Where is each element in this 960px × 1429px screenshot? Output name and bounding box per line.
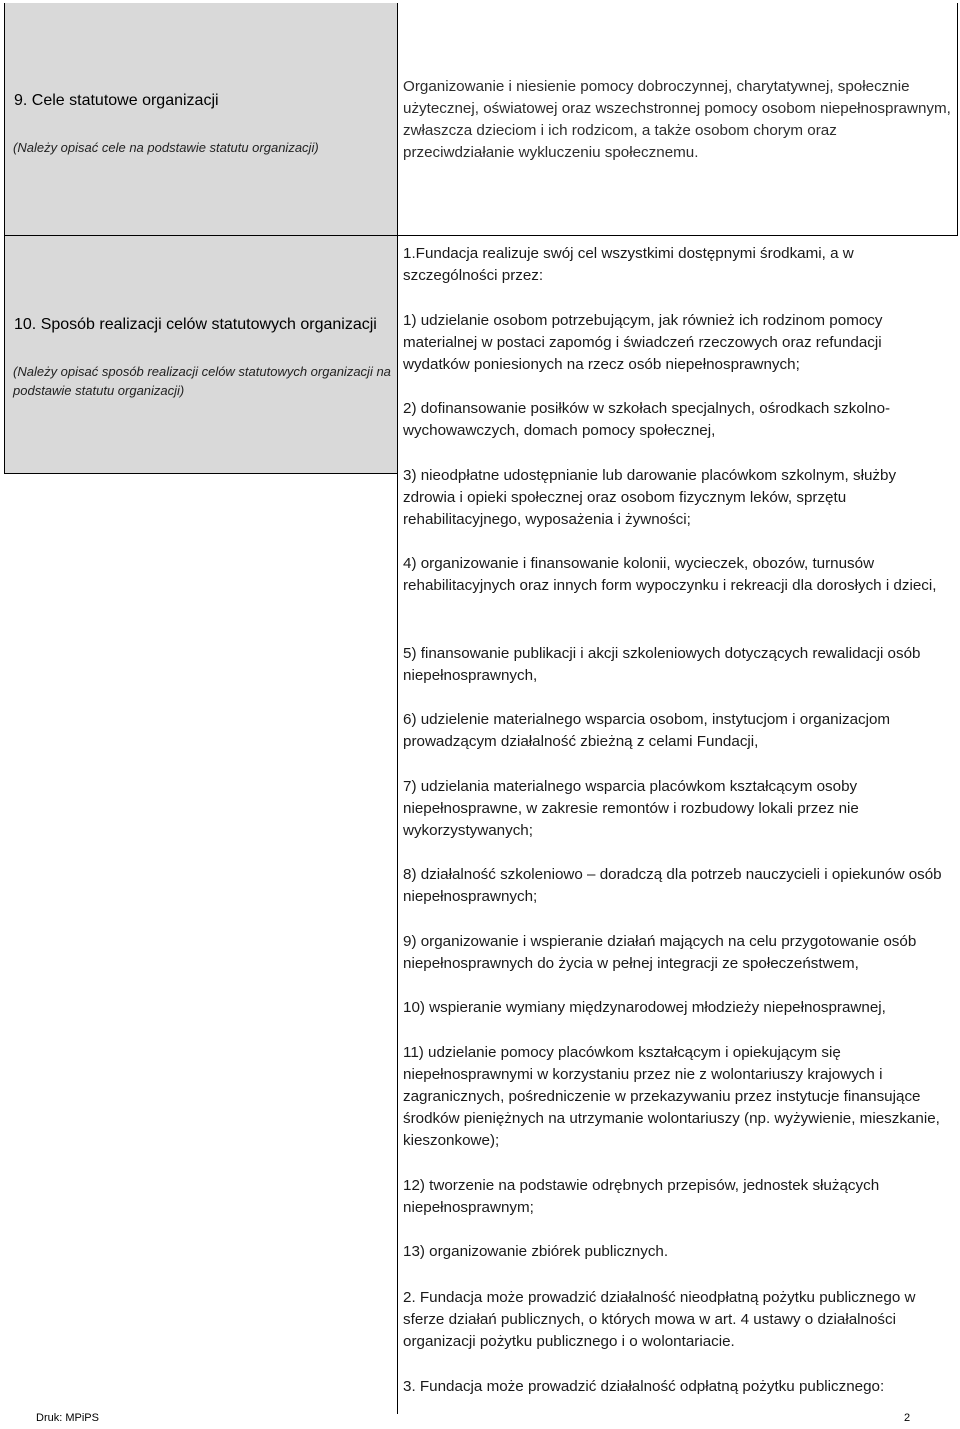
- section9-note: (Należy opisać cele na podstawie statutu organizacji): [13, 140, 319, 155]
- section10-point3: 3. Fundacja może prowadzić działalność odpłatną pożytku publicznego:: [403, 1378, 885, 1395]
- section9-label-cell: [4, 3, 398, 235]
- list-item: 1) udzielanie osobom potrzebującym, jak również ich rodzinom pomocy materialnej w postaci zapomóg i świadczeń rzeczowych oraz refundacji wydatków poniesionych na rzecz osób niepełnosprawnych;: [403, 312, 883, 373]
- list-item: 3) nieodpłatne udostępnianie lub darowanie placówkom szkolnym, służby zdrowia i opieki społecznej oraz osobom fizycznym leków, sprzętu rehabilitacyjnego, wyposażenia i żywności;: [403, 467, 897, 528]
- section10-note: (Należy opisać sposób realizacji celów statutowych organizacji na podstawie statutu organizacji): [13, 364, 391, 398]
- column-divider: [397, 474, 398, 1414]
- section10-label-cell: [4, 236, 398, 474]
- section9-content: Organizowanie i niesienie pomocy dobroczynnej, charytatywnej, społecznie użytecznej, oświatowej oraz wszechstronnej pomocy osobom niepełnosprawnym, zwłaszcza dzieciom i ich rodzicom, a także osobom chorym oraz przeciwdziałanie wykluczeniu społecznemu.: [403, 78, 951, 161]
- section10-title: 10. Sposób realizacji celów statutowych organizacji: [14, 316, 377, 333]
- list-item: 12) tworzenie na podstawie odrębnych przepisów, jednostek służących niepełnosprawnym;: [403, 1177, 880, 1216]
- section10-intro: 1.Fundacja realizuje swój cel wszystkimi dostępnymi środkami, a w szczególności przez:: [403, 245, 854, 284]
- section9-title: 9. Cele statutowe organizacji: [14, 92, 219, 109]
- list-item: 2) dofinansowanie posiłków w szkołach specjalnych, ośrodkach szkolno-wychowawczych, domach pomocy społecznej,: [403, 400, 891, 439]
- list-item: 9) organizowanie i wspieranie działań mających na celu przygotowanie osób niepełnosprawnych do życia w pełnej integracji ze społeczeństwem,: [403, 933, 917, 972]
- list-item: 8) działalność szkoleniowo – doradczą dla potrzeb nauczycieli i opiekunów osób niepełnosprawnych;: [403, 866, 942, 905]
- list-item: 10) wspieranie wymiany międzynarodowej młodzieży niepełnosprawnej,: [403, 999, 886, 1016]
- list-item: 6) udzielenie materialnego wsparcia osobom, instytucjom i organizacjom prowadzącym działalność zbieżną z celami Fundacji,: [403, 711, 891, 750]
- list-item: 4) organizowanie i finansowanie kolonii, wycieczek, obozów, turnusów rehabilitacyjnych oraz innych form wypoczynku i rekreacji dla dorosłych i dzieci,: [403, 555, 937, 594]
- list-item: 5) finansowanie publikacji i akcji szkoleniowych dotyczących rewalidacji osób niepełnosprawnych,: [403, 645, 921, 684]
- footer-print-label: Druk: MPiPS: [36, 1412, 99, 1424]
- table-right-border: [957, 3, 958, 235]
- list-item: 13) organizowanie zbiórek publicznych.: [403, 1243, 669, 1260]
- page-number: 2: [904, 1412, 911, 1424]
- list-item: 11) udzielanie pomocy placówkom kształcącym i opiekującym się niepełnosprawnymi w korzystaniu przez nie z wolontariuszy krajowych i zagranicznych, pośredniczenie w przekazywaniu przez instytucje finansujące środków pieniężnych na utrzymanie wolontariuszy (np. wyżywienie, mieszkanie, kieszonkowe);: [403, 1044, 940, 1149]
- section10-point2: 2. Fundacja może prowadzić działalność nieodpłatną pożytku publicznego w sferze działań publicznych, o których mowa w art. 4 ustawy o działalności organizacji pożytku publicznego i o wolontariacie.: [403, 1289, 916, 1350]
- list-item: 7) udzielania materialnego wsparcia placówkom kształcącym osoby niepełnosprawne, w zakresie remontów i rozbudowy lokali przez nie wykorzystywanych;: [403, 778, 859, 839]
